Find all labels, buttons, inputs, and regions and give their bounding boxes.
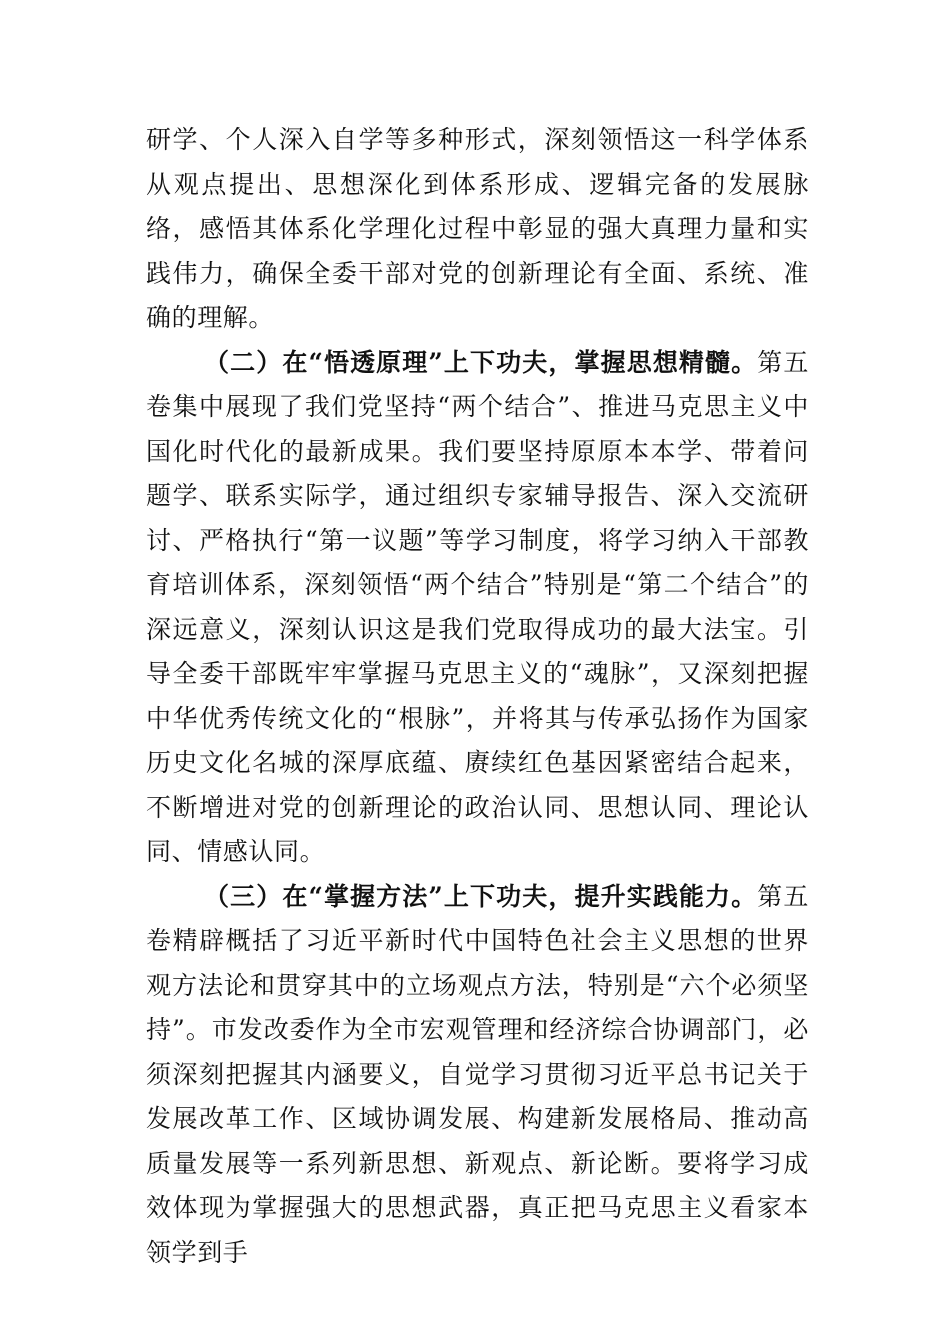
section-2-heading: （二）在“悟透原理”上下功夫，掌握思想精髓。 bbox=[204, 347, 758, 377]
paragraph-section-3 bbox=[146, 875, 809, 1276]
paragraph-text: 研学、个人深入自学等多种形式，深刻领悟这一科学体系从观点提出、思想深化到体系形成、逻辑完备的发展脉络，感悟其体系化学理化过程中彰显的强大真理力量和实践伟力，确保全委干部对党的创新理论有全面、系统、准确的理解。 bbox=[146, 125, 809, 332]
paragraph-text: 第五卷集中展现了我们党坚持“两个结合”、推进马克思主义中国化时代化的最新成果。我们要坚持原原本本学、带着问题学、联系实际学，通过组织专家辅导报告、深入交流研讨、严格执行“第一议题”等学习制度，将学习纳入干部教育培训体系，深刻领悟“两个结合”特别是“第二个结合”的深远意义，深刻认识这是我们党取得成功的最大法宝。引导全委干部既牢牢掌握马克思主义的“魂脉”，又深刻把握中华优秀传统文化的“根脉”，并将其与传承弘扬作为国家历史文化名城的深厚底蕴、赓续红色基因紧密结合起来，不断增进对党的创新理论的政治认同、思想认同、理论认同、情感认同。 bbox=[146, 347, 809, 866]
paragraph-continued bbox=[146, 118, 809, 341]
paragraph-text: 第五卷精辟概括了习近平新时代中国特色社会主义思想的世界观方法论和贯穿其中的立场观点方法，特别是“六个必须坚持”。市发改委作为全市宏观管理和经济综合协调部门，必须深刻把握其内涵要义，自觉学习贯彻习近平总书记关于发展改革工作、区域协调发展、构建新发展格局、推动高质量发展等一系列新思想、新观点、新论断。要将学习成效体现为掌握强大的思想武器，真正把马克思主义看家本领学到手 bbox=[146, 881, 809, 1267]
paragraph-section-2 bbox=[146, 341, 809, 875]
document-body bbox=[146, 118, 809, 1275]
section-3-heading: （三）在“掌握方法”上下功夫，提升实践能力。 bbox=[204, 881, 758, 911]
